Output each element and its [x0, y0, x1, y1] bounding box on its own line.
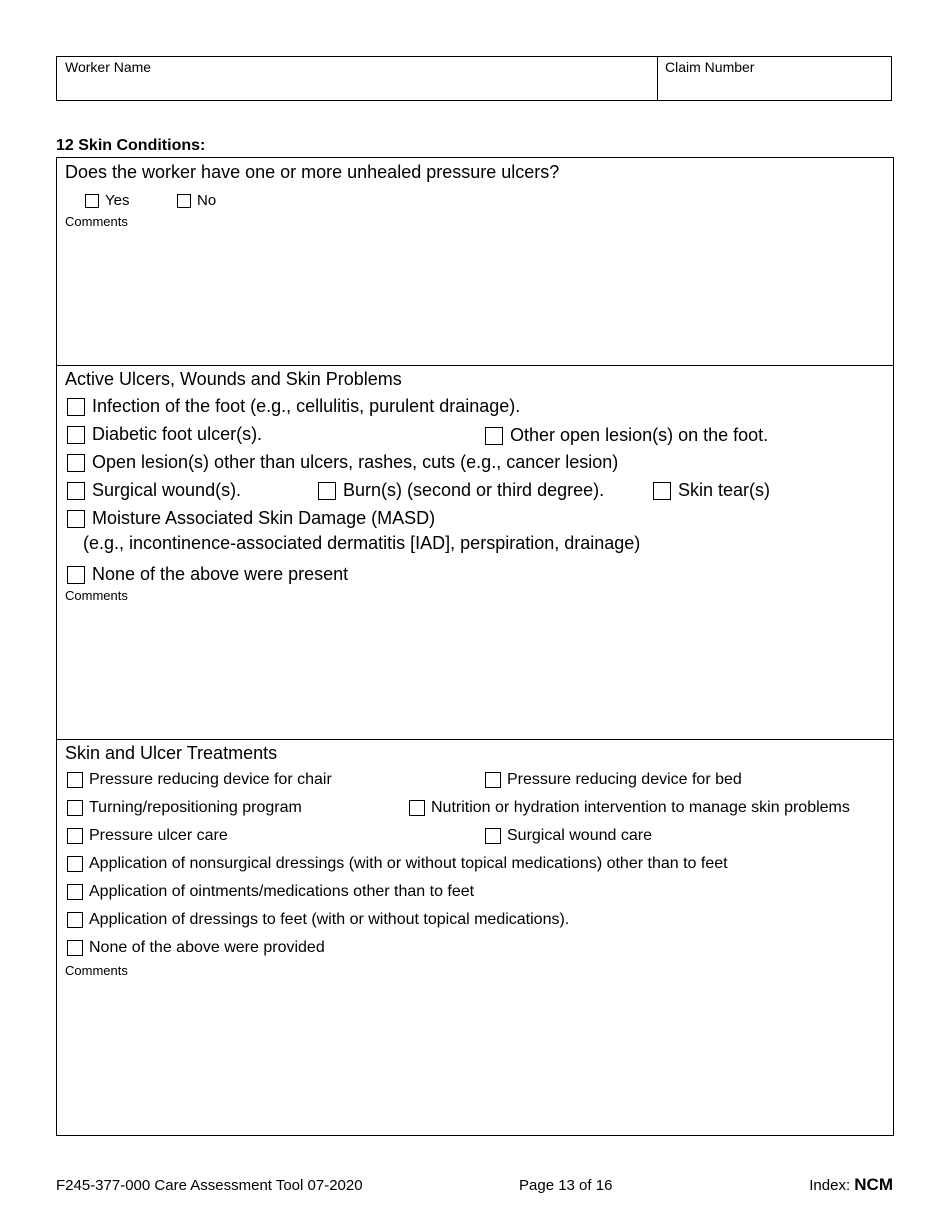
skin-conditions-form — [56, 157, 894, 1136]
burn-label: Burn(s) (second or third degree). — [343, 480, 605, 500]
nutrition-option[interactable] — [409, 799, 850, 817]
turning-label: Turning/repositioning program — [89, 799, 302, 816]
pressure-ulcer-yes-option[interactable] — [85, 192, 129, 209]
bed-device-label: Pressure reducing device for bed — [507, 771, 742, 788]
surgical-care-label: Surgical wound care — [507, 827, 652, 844]
chair-device-label: Pressure reducing device for chair — [89, 771, 332, 788]
infection-foot-checkbox[interactable] — [67, 398, 85, 416]
feet-dressings-checkbox[interactable] — [67, 912, 83, 928]
ulcer-care-label: Pressure ulcer care — [89, 827, 228, 844]
section-title: 12 Skin Conditions: — [56, 137, 206, 154]
diabetic-ulcer-checkbox[interactable] — [67, 426, 85, 444]
bed-device-checkbox[interactable] — [485, 772, 501, 788]
section-separator-1 — [57, 365, 893, 366]
ulcer-care-checkbox[interactable] — [67, 828, 83, 844]
nutrition-checkbox[interactable] — [409, 800, 425, 816]
nonsurgical-dressings-checkbox[interactable] — [67, 856, 83, 872]
ulcer-care-option[interactable] — [67, 827, 228, 845]
treatments-title: Skin and Ulcer Treatments — [65, 743, 278, 763]
pressure-ulcer-no-option[interactable] — [177, 192, 216, 209]
ointments-label: Application of ointments/medications other than to feet — [89, 883, 475, 900]
worker-name-label: Worker Name — [65, 59, 152, 75]
nutrition-label: Nutrition or hydration intervention to manage skin problems — [431, 799, 850, 816]
none-present-label: None of the above were present — [92, 564, 349, 584]
bed-device-option[interactable] — [485, 771, 742, 789]
footer-index — [809, 1175, 893, 1195]
footer-page-number: Page 13 of 16 — [519, 1177, 613, 1194]
surgical-care-checkbox[interactable] — [485, 828, 501, 844]
masd-detail: (e.g., incontinence-associated dermatitis [IAD], perspiration, drainage) — [83, 533, 641, 553]
header-divider — [657, 57, 658, 100]
pressure-ulcer-comments-label: Comments — [65, 214, 128, 229]
yes-checkbox[interactable] — [85, 194, 99, 208]
footer-form-id: F245-377-000 Care Assessment Tool 07-2020 — [56, 1177, 363, 1194]
open-lesion-other-checkbox[interactable] — [67, 454, 85, 472]
no-label: No — [197, 192, 217, 209]
other-open-lesion-foot-label: Other open lesion(s) on the foot. — [510, 425, 769, 445]
feet-dressings-option[interactable] — [67, 911, 569, 929]
nonsurgical-dressings-label: Application of nonsurgical dressings (with or without topical medications) other than to feet — [89, 855, 728, 872]
claim-number-label: Claim Number — [665, 59, 755, 75]
chair-device-checkbox[interactable] — [67, 772, 83, 788]
surgical-wound-option[interactable] — [67, 480, 241, 501]
ointments-option[interactable] — [67, 883, 474, 901]
treatments-comments-label: Comments — [65, 963, 128, 978]
infection-foot-option[interactable] — [67, 396, 520, 417]
no-checkbox[interactable] — [177, 194, 191, 208]
active-ulcers-title: Active Ulcers, Wounds and Skin Problems — [65, 369, 402, 389]
none-provided-label: None of the above were provided — [89, 939, 325, 956]
active-ulcers-comments-label: Comments — [65, 588, 128, 603]
skin-tear-checkbox[interactable] — [653, 482, 671, 500]
none-provided-option[interactable] — [67, 939, 325, 957]
worker-claim-header — [56, 56, 892, 101]
turning-checkbox[interactable] — [67, 800, 83, 816]
masd-label: Moisture Associated Skin Damage (MASD) — [92, 508, 436, 528]
diabetic-ulcer-option[interactable] — [67, 424, 262, 445]
other-open-lesion-foot-checkbox[interactable] — [485, 427, 503, 445]
footer-index-value: NCM — [854, 1175, 893, 1194]
infection-foot-label: Infection of the foot (e.g., cellulitis, purulent drainage). — [92, 396, 521, 416]
chair-device-option[interactable] — [67, 771, 332, 789]
feet-dressings-label: Application of dressings to feet (with or without topical medications). — [89, 911, 570, 928]
skin-tear-option[interactable] — [653, 480, 770, 501]
none-present-option[interactable] — [67, 564, 348, 585]
diabetic-ulcer-label: Diabetic foot ulcer(s). — [92, 424, 263, 444]
footer-index-label: Index: — [809, 1177, 855, 1194]
none-present-checkbox[interactable] — [67, 566, 85, 584]
masd-checkbox[interactable] — [67, 510, 85, 528]
pressure-ulcer-question: Does the worker have one or more unhealed pressure ulcers? — [65, 162, 560, 182]
open-lesion-other-option[interactable] — [67, 452, 618, 473]
yes-label: Yes — [105, 192, 130, 209]
nonsurgical-dressings-option[interactable] — [67, 855, 728, 873]
turning-option[interactable] — [67, 799, 302, 817]
burn-checkbox[interactable] — [318, 482, 336, 500]
ointments-checkbox[interactable] — [67, 884, 83, 900]
burn-option[interactable] — [318, 480, 604, 501]
section-separator-2 — [57, 739, 893, 740]
surgical-wound-checkbox[interactable] — [67, 482, 85, 500]
masd-option[interactable] — [67, 508, 435, 529]
none-provided-checkbox[interactable] — [67, 940, 83, 956]
other-open-lesion-foot-option[interactable] — [485, 425, 768, 446]
surgical-wound-label: Surgical wound(s). — [92, 480, 242, 500]
open-lesion-other-label: Open lesion(s) other than ulcers, rashes, cuts (e.g., cancer lesion) — [92, 452, 619, 472]
surgical-care-option[interactable] — [485, 827, 652, 845]
skin-tear-label: Skin tear(s) — [678, 480, 771, 500]
